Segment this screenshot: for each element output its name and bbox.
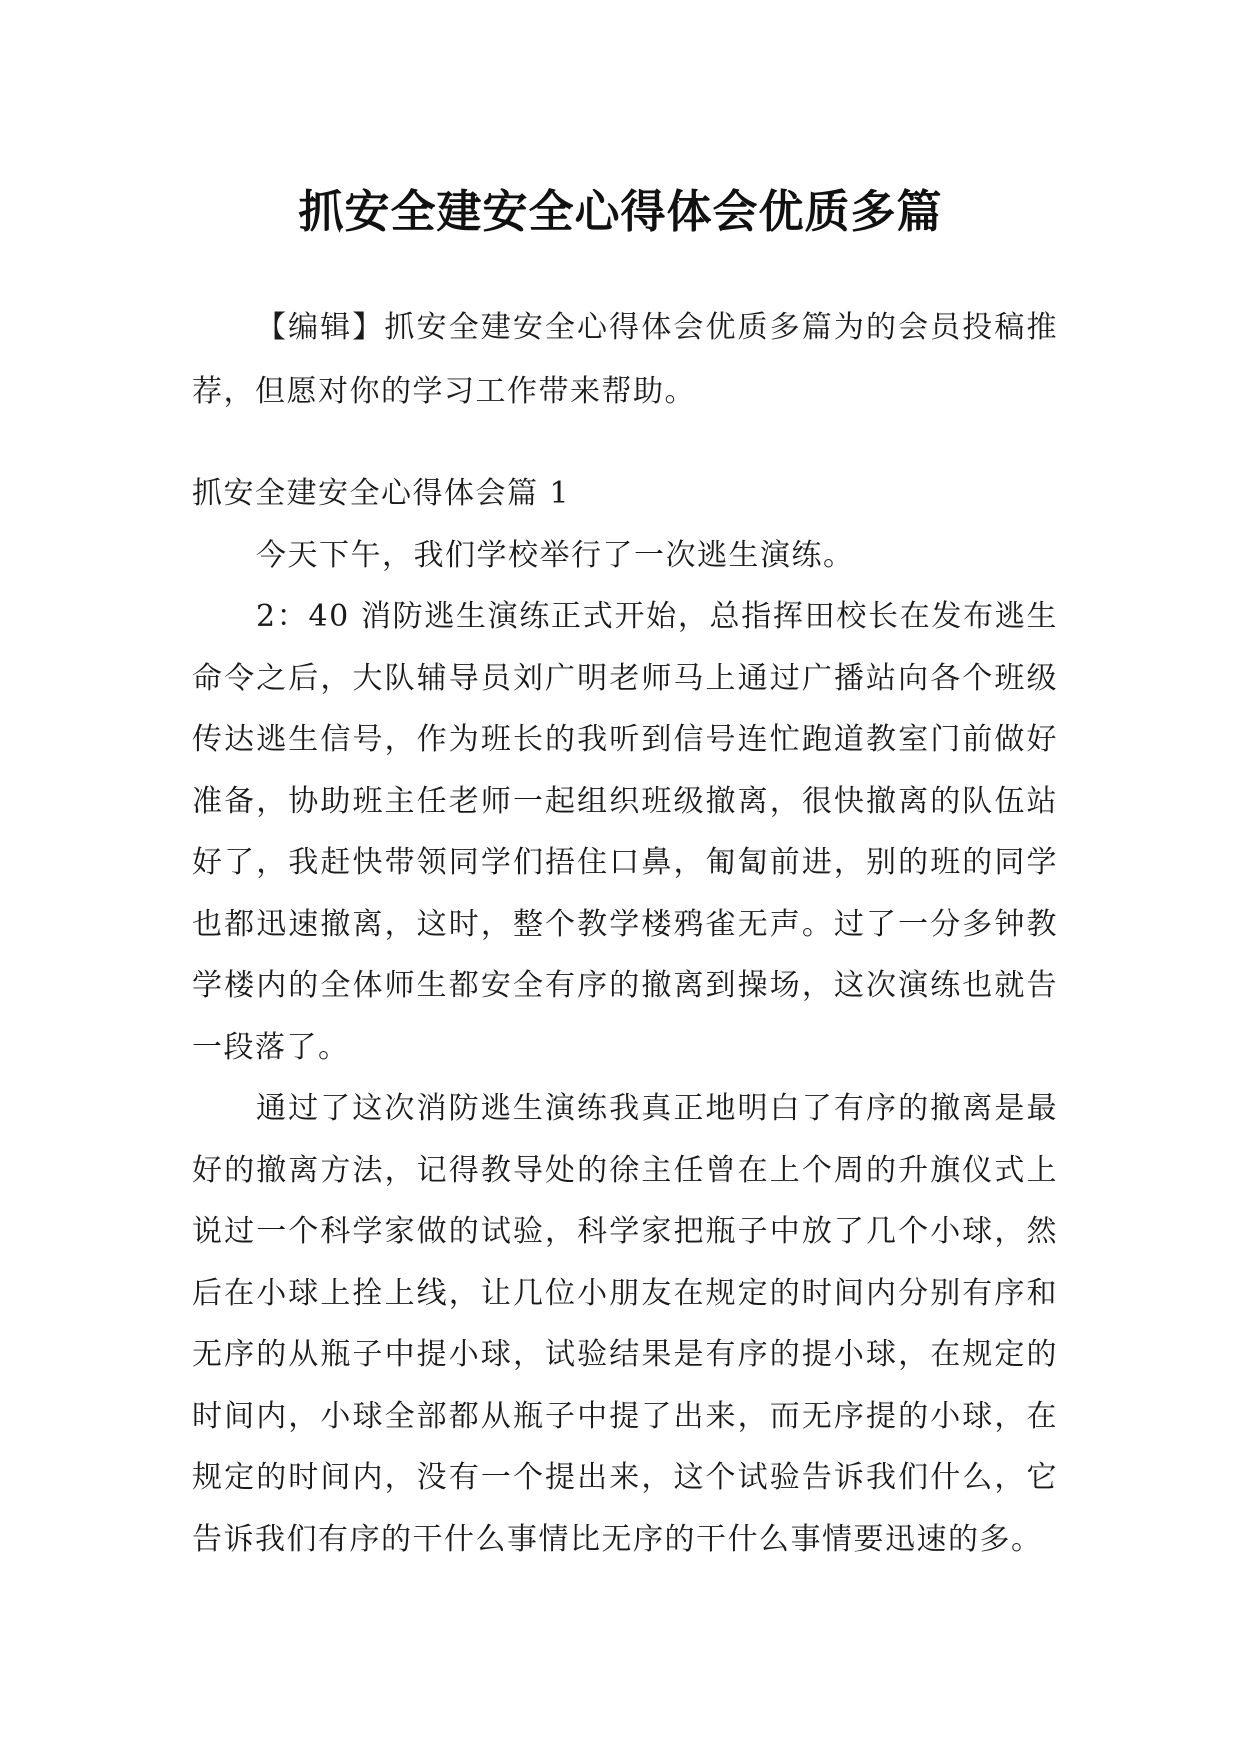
body-paragraph-2: 2：40 消防逃生演练正式开始，总指挥田校长在发布逃生命令之后，大队辅导员刘广明老师马上通过广播站向各个班级传达逃生信号，作为班长的我听到信号连忙跑道教室门前做好准备，协助班主任老师一起组织班级撤离，很快撤离的队伍站好了，我赶快带领同学们捂住口鼻，匍匐前进，别的班的同学也都迅速撤离，这时，整个教学楼鸦雀无声。过了一分多钟教学楼内的全体师生都安全有序的撤离到操场，这次演练也就告一段落了。: [192, 599, 1058, 1065]
document-title: 抓安全建安全心得体会优质多篇: [298, 185, 943, 239]
section-heading: 抓安全建安全心得体会篇 1: [192, 476, 571, 511]
body-paragraph-1: 今天下午，我们学校举行了一次逃生演练。: [256, 537, 855, 573]
body-paragraph-3: 通过了这次消防逃生演练我真正地明白了有序的撤离是最好的撤离方法，记得教导处的徐主任曾在上个周的升旗仪式上说过一个科学家做的试验，科学家把瓶子中放了几个小球，然后在小球上拴上线，让几位小朋友在规定的时间内分别有序和无序的从瓶子中提小球，试验结果是有序的提小球，在规定的时间内，小球全部都从瓶子中提了出来，而无序提的小球，在规定的时间内，没有一个提出来，这个试验告诉我们什么，它告诉我们有序的干什么事情比无序的干什么事情要迅速的多。: [192, 1091, 1058, 1557]
intro-block: [192, 296, 1058, 424]
article-body: [192, 463, 1058, 1570]
intro-paragraph: 【编辑】抓安全建安全心得体会优质多篇为的会员投稿推荐，但愿对你的学习工作带来帮助。: [192, 310, 1058, 409]
